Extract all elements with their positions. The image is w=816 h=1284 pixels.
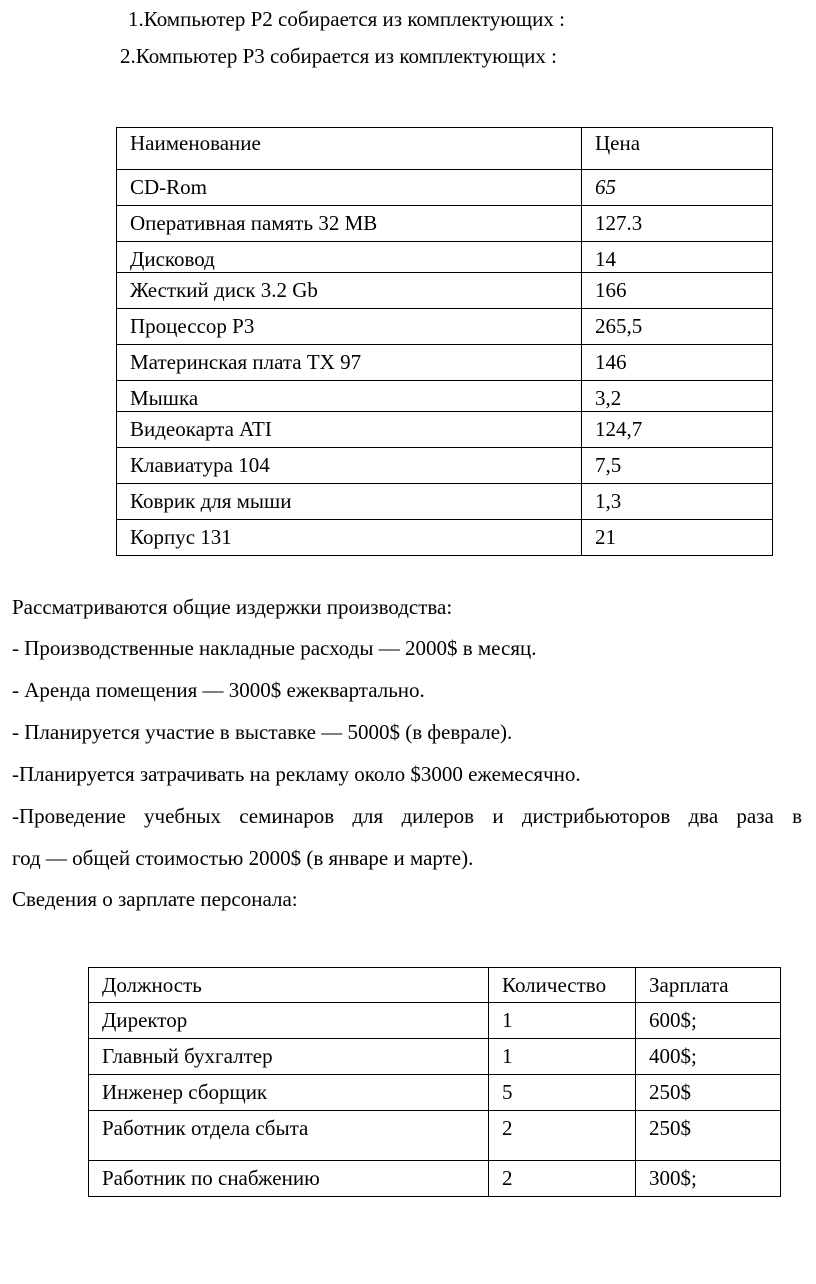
cost-item: - Планируется участие в выставке — 5000$ (в феврале).: [12, 720, 513, 744]
part-price: 3,2: [582, 381, 773, 412]
count: 1: [489, 1039, 636, 1075]
intro-line-2: 2.Компьютер Р3 собирается из комплектующих :: [120, 44, 557, 68]
table-row: [117, 170, 773, 206]
table-row: [117, 448, 773, 484]
table-row: [117, 345, 773, 381]
part-name: Дисковод: [117, 242, 582, 273]
part-price: 127.3: [582, 206, 773, 242]
part-price: 21: [582, 520, 773, 556]
cost-item: -Планируется затрачивать на рекламу около $3000 ежемесячно.: [12, 762, 581, 786]
table-header-row: [89, 968, 781, 1003]
table-row: [117, 381, 773, 412]
cost-item: - Аренда помещения — 3000$ ежеквартально.: [12, 678, 425, 702]
part-price: 14: [582, 242, 773, 273]
position: Инженер сборщик: [89, 1075, 489, 1111]
header-salary: Зарплата: [636, 968, 781, 1003]
part-price: 265,5: [582, 309, 773, 345]
salary: 250$: [636, 1075, 781, 1111]
part-price: 1,3: [582, 484, 773, 520]
salary: 250$: [636, 1111, 781, 1161]
salary-heading: Сведения о зарплате персонала:: [12, 887, 298, 911]
count: 1: [489, 1003, 636, 1039]
part-price: 166: [582, 273, 773, 309]
table-row: [89, 1075, 781, 1111]
header-count: Количество: [489, 968, 636, 1003]
staff-table: [88, 967, 781, 1197]
header-name: Наименование: [117, 128, 582, 170]
table-header-row: [117, 128, 773, 170]
position: Работник по снабжению: [89, 1161, 489, 1197]
part-name: Материнская плата ТХ 97: [117, 345, 582, 381]
part-name: Клавиатура 104: [117, 448, 582, 484]
table-row: [89, 1111, 781, 1161]
part-price: 7,5: [582, 448, 773, 484]
count: 2: [489, 1111, 636, 1161]
table-row: [117, 273, 773, 309]
table-row: [117, 412, 773, 448]
part-price: 124,7: [582, 412, 773, 448]
seminar-line-2: год — общей стоимостью 2000$ (в январе и марте).: [12, 846, 474, 870]
part-name: Корпус 131: [117, 520, 582, 556]
part-name: Видеокарта ATI: [117, 412, 582, 448]
table-row: [117, 206, 773, 242]
table-row: [117, 309, 773, 345]
seminar-line-1: -Проведение учебных семинаров для дилеров и дистрибьюторов два раза в: [12, 804, 802, 828]
header-price: Цена: [582, 128, 773, 170]
part-name: Оперативная память 32 MB: [117, 206, 582, 242]
salary: 300$;: [636, 1161, 781, 1197]
count: 5: [489, 1075, 636, 1111]
parts-table: [116, 127, 773, 556]
part-name: Мышка: [117, 381, 582, 412]
cost-item: - Производственные накладные расходы — 2000$ в месяц.: [12, 636, 537, 660]
costs-heading: Рассматриваются общие издержки производства:: [12, 595, 453, 619]
part-name: Коврик для мыши: [117, 484, 582, 520]
table-row: [89, 1039, 781, 1075]
part-name: CD-Rom: [117, 170, 582, 206]
table-row: [89, 1161, 781, 1197]
table-row: [117, 520, 773, 556]
salary: 600$;: [636, 1003, 781, 1039]
position: Работник отдела сбыта: [89, 1111, 489, 1161]
part-name: Процессор Р3: [117, 309, 582, 345]
intro-line-1: 1.Компьютер Р2 собирается из комплектующих :: [128, 7, 565, 31]
count: 2: [489, 1161, 636, 1197]
salary: 400$;: [636, 1039, 781, 1075]
part-name: Жесткий диск 3.2 Gb: [117, 273, 582, 309]
position: Директор: [89, 1003, 489, 1039]
part-price: 146: [582, 345, 773, 381]
table-row: [117, 242, 773, 273]
position: Главный бухгалтер: [89, 1039, 489, 1075]
header-position: Должность: [89, 968, 489, 1003]
table-row: [89, 1003, 781, 1039]
part-price: 65: [582, 170, 773, 206]
table-row: [117, 484, 773, 520]
